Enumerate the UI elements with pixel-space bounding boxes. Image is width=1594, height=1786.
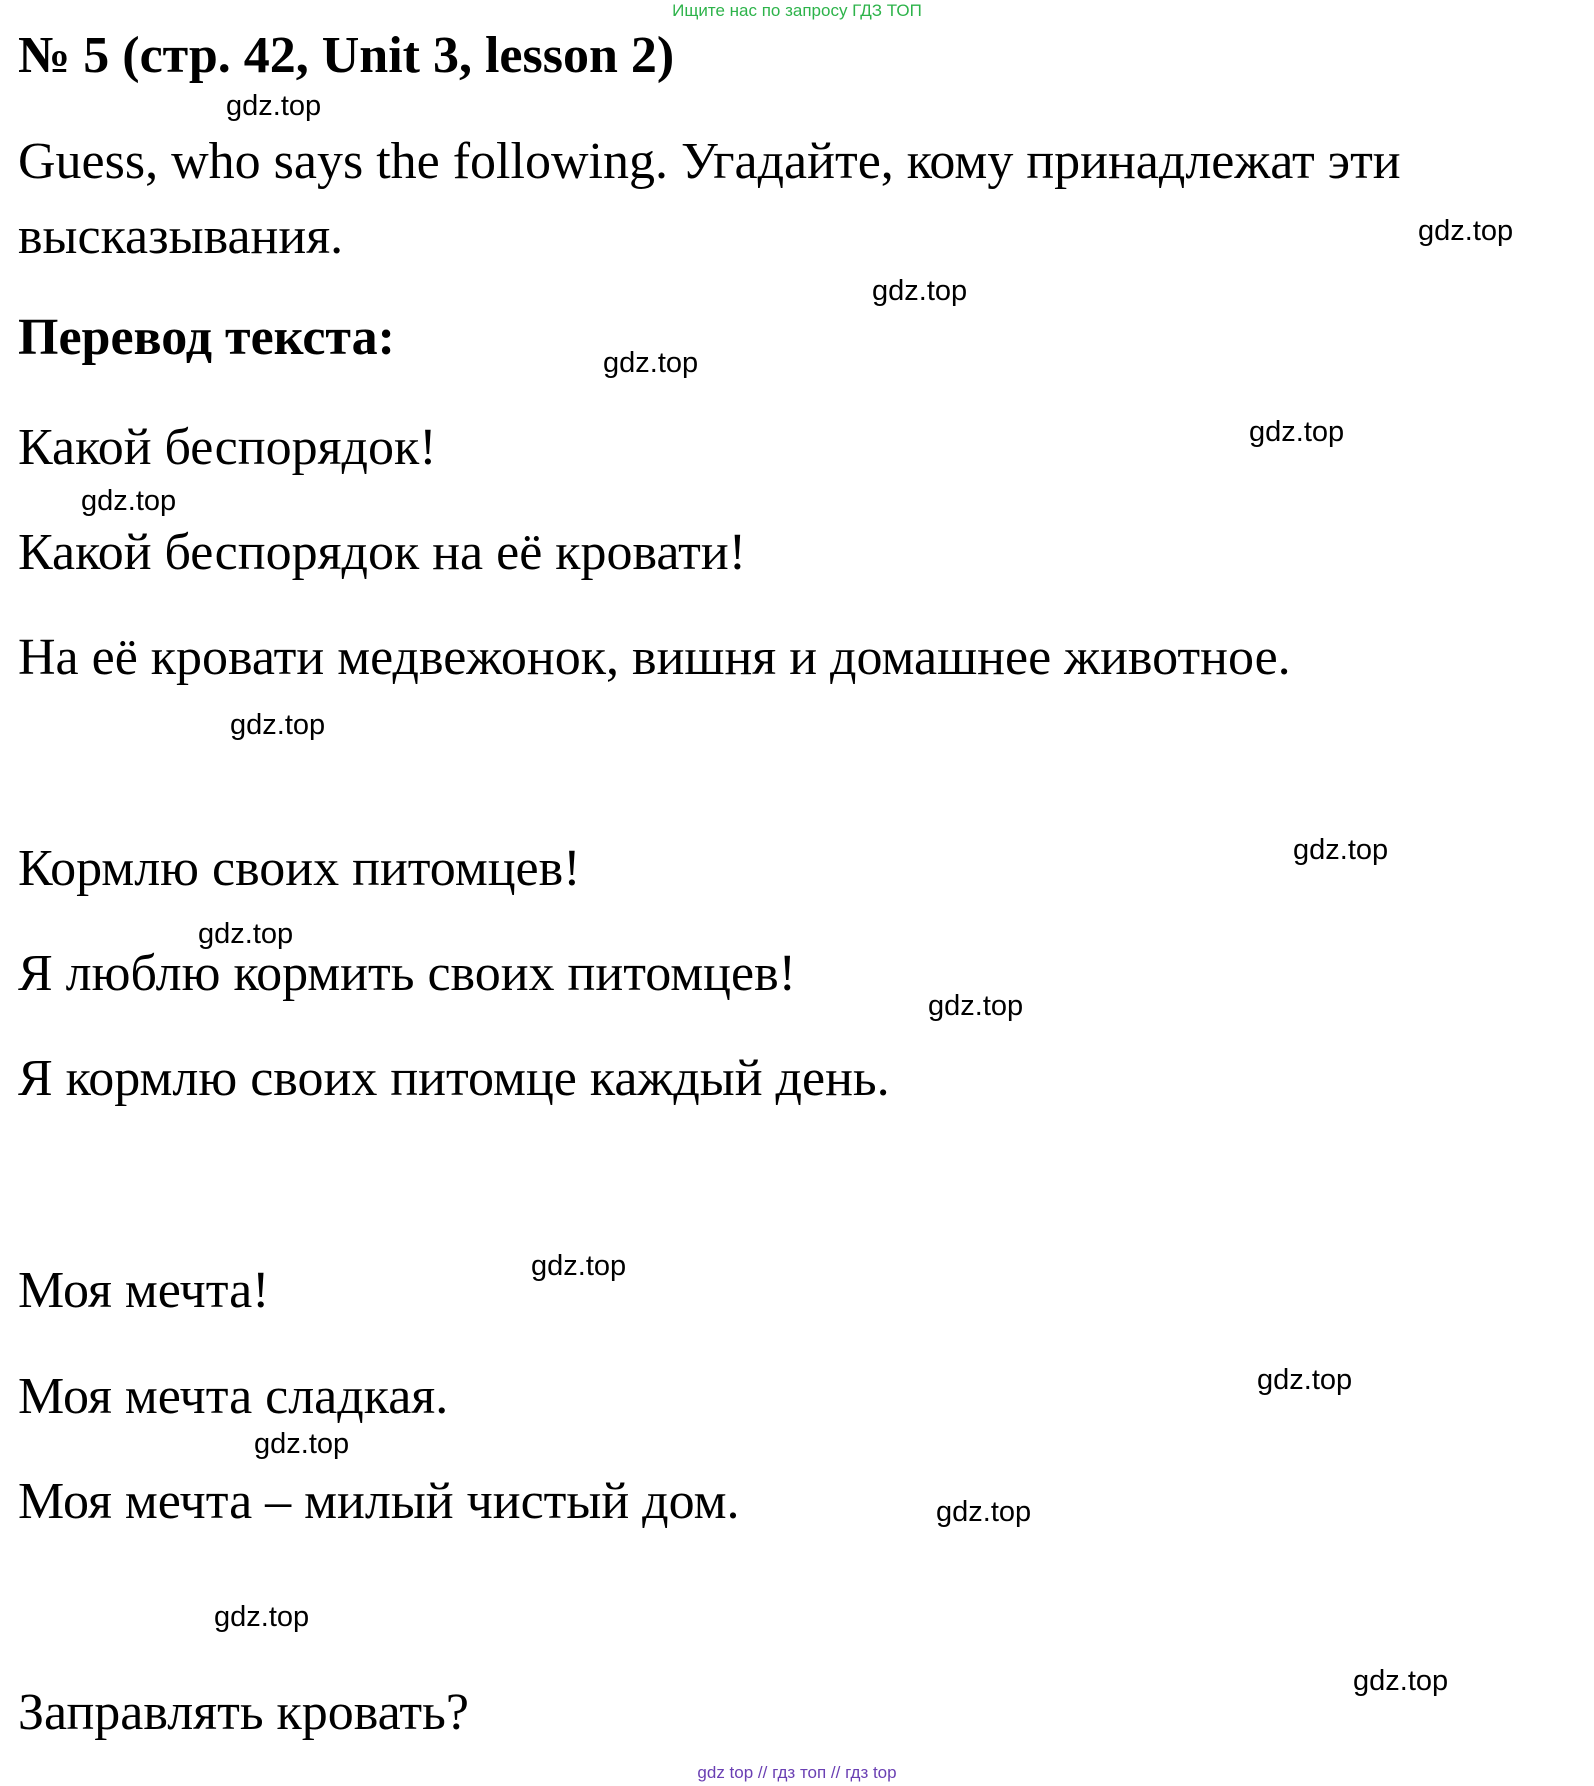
watermark: gdz.top <box>928 990 1024 1022</box>
watermark: gdz.top <box>226 90 322 122</box>
translation-line: Какой беспорядок на её кровати! <box>18 524 747 581</box>
translation-line: На её кровати медвежонок, вишня и домашнее животное. <box>18 629 1291 686</box>
translation-line: Кормлю своих питомцев! <box>18 840 581 897</box>
exercise-title: № 5 (стр. 42, Unit 3, lesson 2) <box>18 27 675 84</box>
watermark: gdz.top <box>230 709 326 741</box>
translation-heading: Перевод текста: <box>18 309 395 366</box>
exercise-instruction: Guess, who says the following. Угадайте, кому принадлежат эти высказывания. <box>18 133 1401 265</box>
translation-line: Я люблю кормить своих питомцев! <box>18 945 796 1002</box>
watermark: gdz.top <box>1257 1364 1353 1396</box>
watermark: gdz.top <box>936 1496 1032 1528</box>
watermark: gdz.top <box>531 1250 627 1282</box>
watermark: gdz.top <box>214 1601 310 1633</box>
footer-links[interactable]: gdz top // гдз топ // гдз top <box>697 1763 897 1782</box>
top-banner[interactable]: Ищите нас по запросу ГДЗ ТОП <box>672 1 922 20</box>
translation-line: Моя мечта сладкая. <box>18 1368 449 1425</box>
watermark: gdz.top <box>603 347 699 379</box>
watermark: gdz.top <box>1418 215 1514 247</box>
watermark: gdz.top <box>198 918 294 950</box>
translation-line: Какой беспорядок! <box>18 419 437 476</box>
translation-line: Я кормлю своих питомце каждый день. <box>18 1050 890 1107</box>
watermark: gdz.top <box>81 485 177 517</box>
watermark: gdz.top <box>1353 1665 1449 1697</box>
translation-line: Моя мечта – милый чистый дом. <box>18 1473 740 1530</box>
watermark: gdz.top <box>1293 834 1389 866</box>
translation-line: Заправлять кровать? <box>18 1684 469 1741</box>
watermark: gdz.top <box>254 1428 350 1460</box>
translation-line: Моя мечта! <box>18 1262 270 1319</box>
watermark: gdz.top <box>1249 416 1345 448</box>
watermark: gdz.top <box>872 275 968 307</box>
